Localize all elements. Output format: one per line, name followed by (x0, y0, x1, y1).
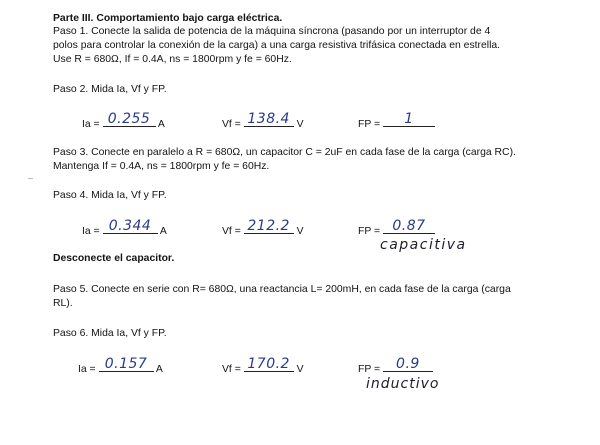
vf-label: Vf = (222, 119, 241, 130)
fp-value: 0.87 (392, 218, 426, 234)
unit-a: A (155, 364, 163, 375)
paso2-text: Paso 2. Mida Ia, Vf y FP. (53, 84, 167, 95)
unit-v: V (296, 364, 304, 375)
unit-a: A (157, 119, 165, 130)
unit-a: A (159, 226, 167, 237)
ia-value: 0.344 (108, 218, 152, 234)
fp-label: FP = (358, 119, 381, 130)
paso6-text: Paso 6. Mida Ia, Vf y FP. (53, 328, 167, 339)
fp-field-3 (358, 358, 433, 377)
ia-value: 0.255 (107, 111, 151, 127)
vf-field-2 (222, 220, 304, 239)
fp-label: FP = (358, 364, 381, 375)
paso4-text: Paso 4. Mida Ia, Vf y FP. (53, 190, 167, 201)
paso1-line3: Use R = 680Ω, If = 0.4A, ns = 1800rpm y fe = 60Hz. (53, 54, 292, 65)
vf-field-3 (222, 358, 304, 377)
vf-value: 212.2 (247, 218, 290, 234)
ia-value: 0.157 (104, 356, 148, 372)
fp-label: FP = (358, 226, 381, 237)
fp-field-1 (358, 113, 435, 132)
ia-blank (99, 358, 154, 372)
ia-label: Ia = (82, 226, 100, 237)
fp-value: 0.9 (396, 356, 420, 372)
vf-blank (244, 358, 294, 372)
vf-label: Vf = (222, 364, 241, 375)
ia-blank (103, 220, 158, 234)
paso3-line1: Paso 3. Conecte en paralelo a R = 680Ω, un capacitor C = 2uF en cada fase de la carga (carga RC). (53, 147, 516, 158)
unit-v: V (296, 119, 304, 130)
vf-value: 170.2 (247, 356, 290, 372)
margin-mark (28, 178, 33, 179)
ia-field-3 (78, 358, 163, 377)
fp-value: 1 (404, 111, 414, 127)
note-inductivo: inductivo (366, 376, 440, 392)
note-capacitiva: capacitiva (380, 237, 467, 253)
fp-blank (383, 113, 435, 127)
ia-blank (103, 113, 156, 127)
ia-label: Ia = (78, 364, 96, 375)
ia-label: Ia = (82, 119, 100, 130)
unit-v: V (296, 226, 304, 237)
desconecte-text: Desconecte el capacitor. (53, 253, 175, 264)
vf-field-1 (222, 113, 304, 132)
vf-blank (244, 220, 294, 234)
ia-field-1 (82, 113, 165, 132)
paso3-line2: Mantenga If = 0.4A, ns = 1800rpm y fe = 60Hz. (53, 161, 270, 172)
vf-blank (244, 113, 294, 127)
paso1-line2: polos para controlar la conexión de la carga) a una carga resistiva trifásica conectada en estrella. (53, 40, 501, 51)
section-title: Parte III. Comportamiento bajo carga eléctrica. (53, 13, 283, 24)
vf-label: Vf = (222, 226, 241, 237)
fp-blank (383, 220, 435, 234)
paso5-line2: RL). (53, 298, 73, 309)
vf-value: 138.4 (247, 111, 290, 127)
ia-field-2 (82, 220, 167, 239)
paso5-line1: Paso 5. Conecte en serie con R= 680Ω, una reactancia L= 200mH, en cada fase de la carga (carga (53, 284, 511, 295)
paso1-line1: Paso 1. Conecte la salida de potencia de la máquina síncrona (pasando por un interruptor de 4 (53, 26, 491, 37)
fp-blank (383, 358, 433, 372)
